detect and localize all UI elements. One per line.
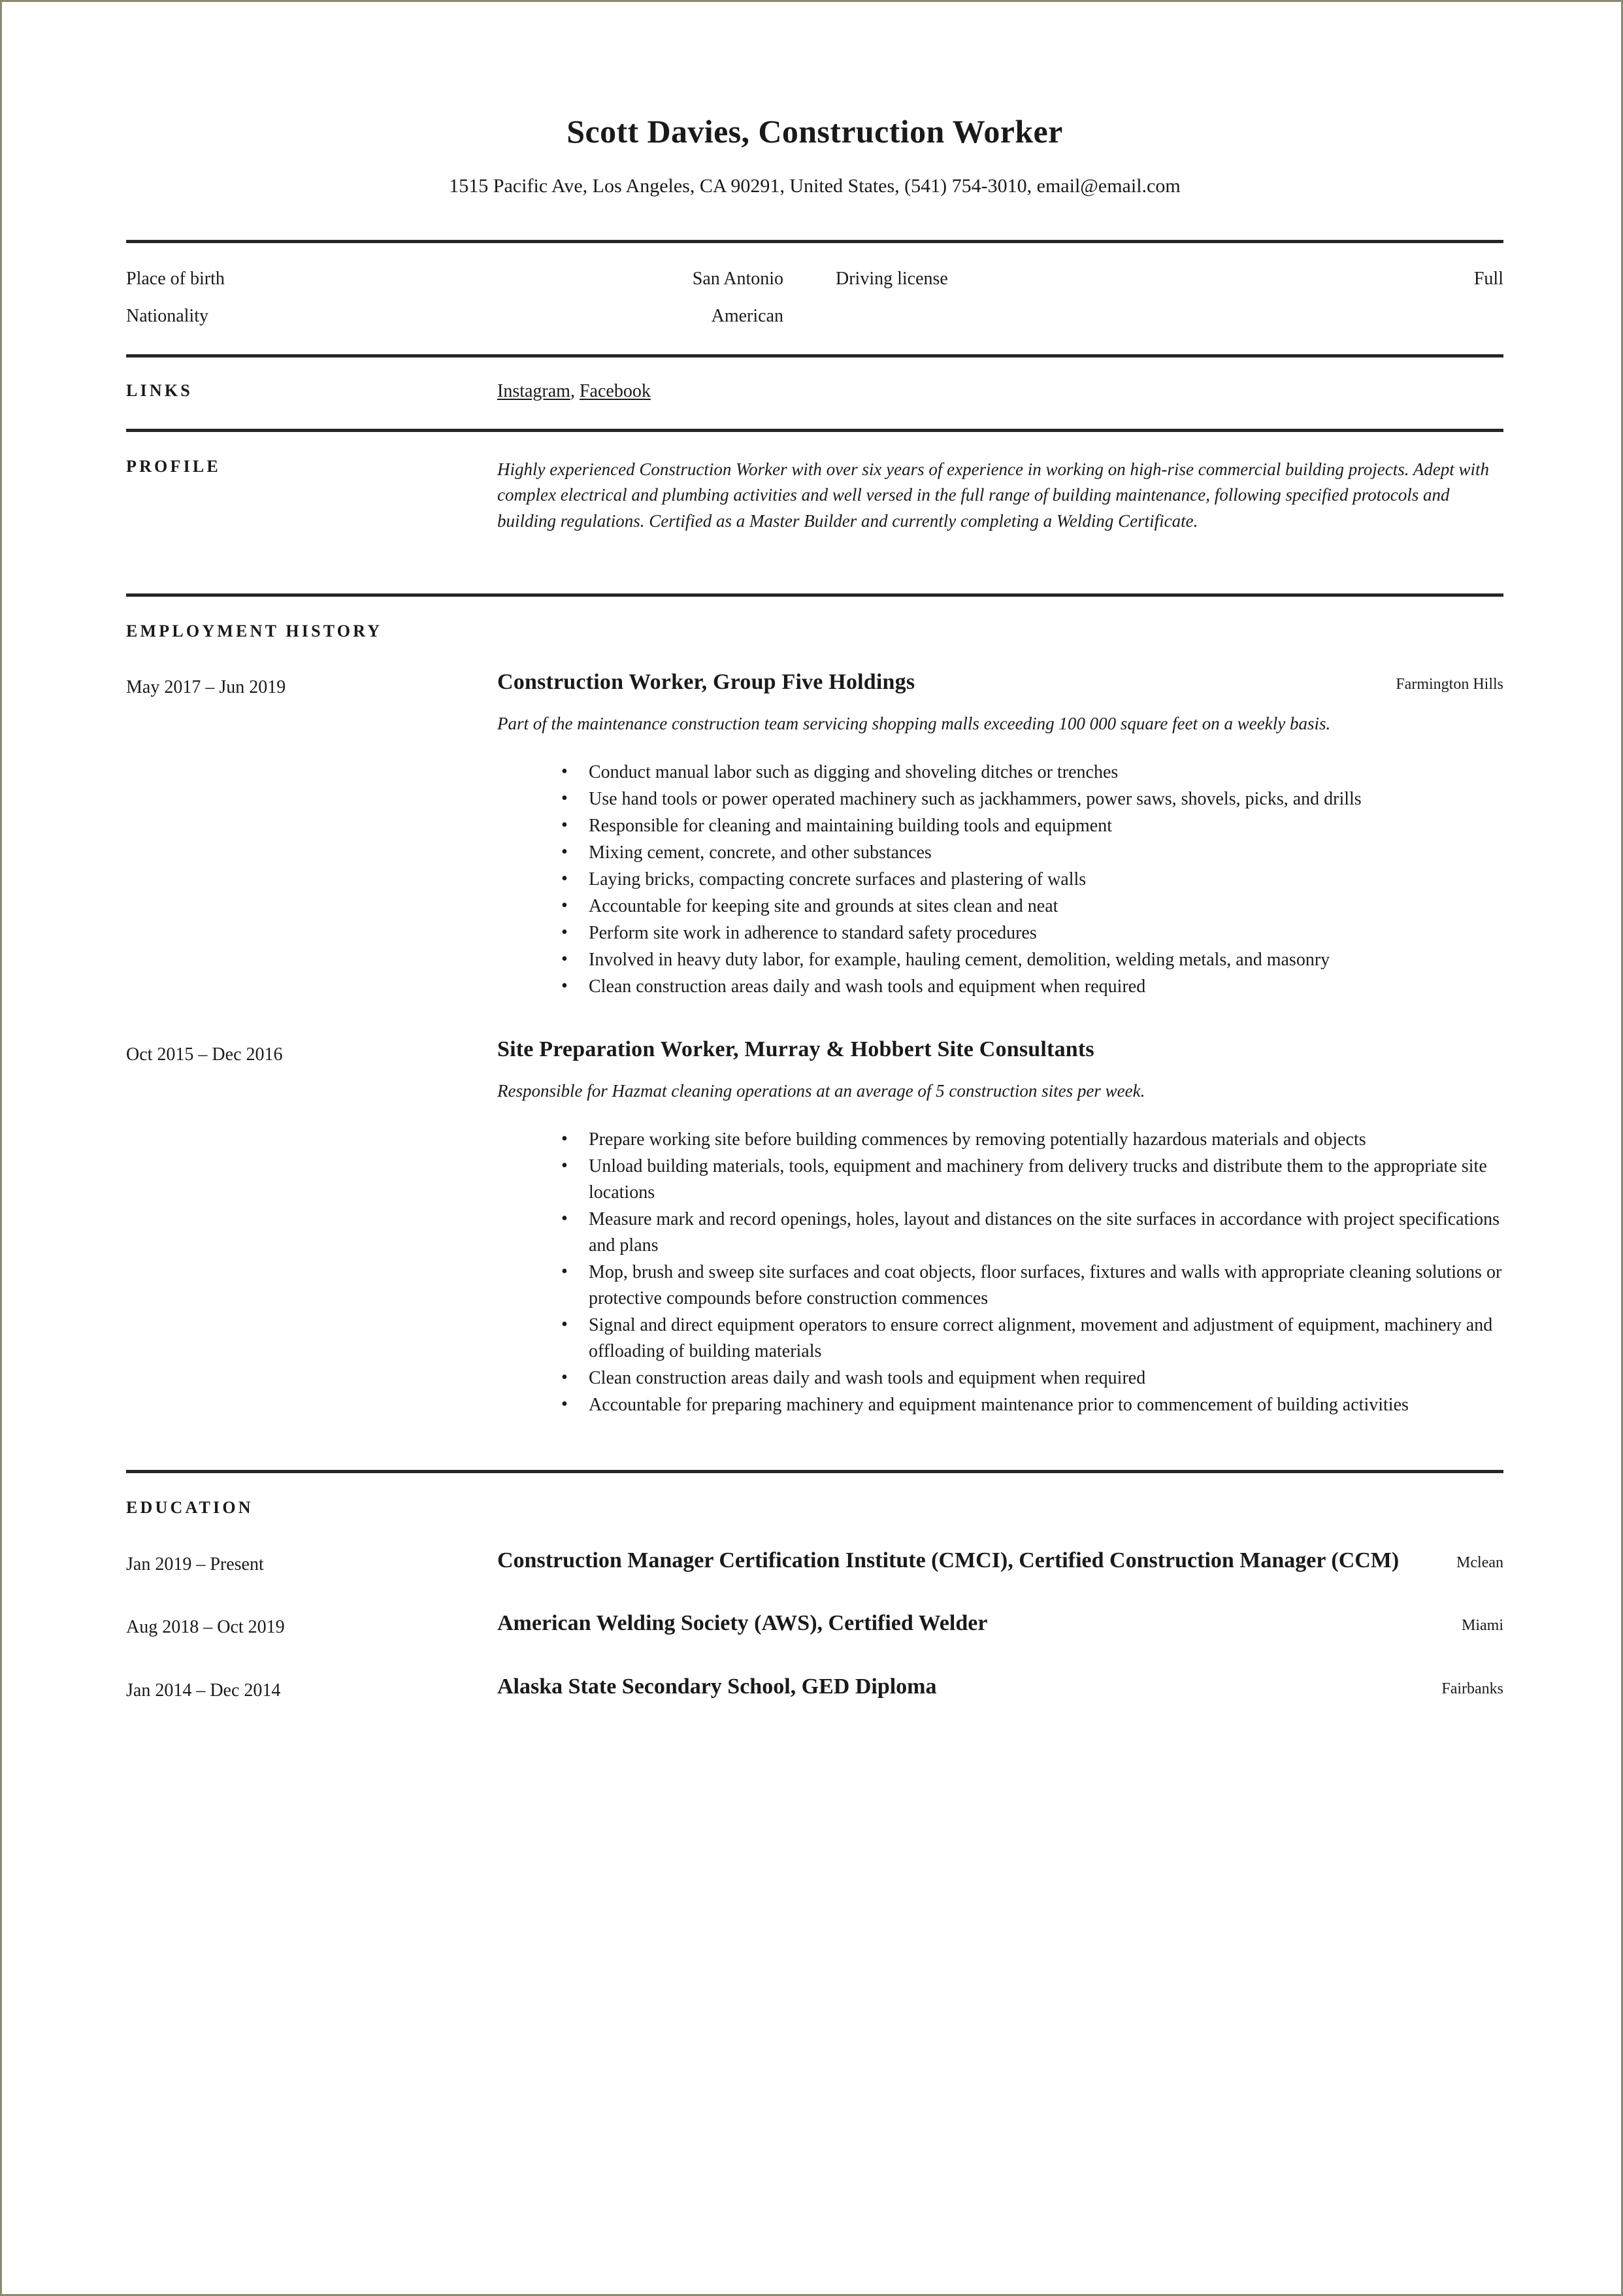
link-instagram[interactable]: Instagram: [497, 380, 570, 401]
list-item: • Involved in heavy duty labor, for example, hauling cement, demolition, welding metals, and masonry: [561, 947, 1503, 973]
profile-section: [126, 432, 1503, 535]
links-separator: ,: [570, 380, 580, 401]
list-item: • Clean construction areas daily and wash tools and equipment when required: [561, 1365, 1503, 1391]
employment-entry: [126, 669, 1503, 1001]
education-title: Construction Manager Certification Institute (CMCI), Certified Construction Manager (CCM): [497, 1548, 1400, 1573]
employment-bullets: [497, 759, 1503, 1000]
profile-label-col: [126, 457, 432, 476]
driving-license-label: Driving license: [836, 268, 948, 289]
employment-summary: Responsible for Hazmat cleaning operations at an average of 5 construction sites per week.: [497, 1081, 1145, 1101]
employment-title: Construction Worker, Group Five Holdings: [497, 669, 915, 694]
list-item: • Accountable for preparing machinery and equipment maintenance prior to commencement of building activities: [561, 1392, 1503, 1418]
list-item: • Unload building materials, tools, equipment and machinery from delivery trucks and distribute them to the appropriate site locations: [561, 1154, 1503, 1206]
education-title: Alaska State Secondary School, GED Diploma: [497, 1674, 937, 1699]
resume-content: [126, 2, 1503, 1701]
contact-line: 1515 Pacific Ave, Los Angeles, CA 90291, United States, (541) 754-3010, email@email.com: [449, 175, 1181, 197]
list-item: • Perform site work in adherence to standard safety procedures: [561, 920, 1503, 946]
list-item: • Prepare working site before building commences by removing potentially hazardous materials and objects: [561, 1127, 1503, 1153]
employment-body: [432, 1036, 1503, 1419]
education-dates: Jan 2014 – Dec 2014: [126, 1680, 281, 1701]
list-item: • Laying bricks, compacting concrete surfaces and plastering of walls: [561, 867, 1503, 893]
employment-dates: Oct 2015 – Dec 2016: [126, 1044, 283, 1065]
education-location: Mclean: [1456, 1554, 1503, 1572]
page-title: Scott Davies, Construction Worker: [566, 113, 1063, 150]
profile-text: Highly experienced Construction Worker with over six years of experience in working on high-rise commercial building projects. Adept with complex electrical and plumbing activities and well versed in the full range of building maintenance, following specified protocols and building regulations. Certified as a Master Builder and currently completing a Welding Certificate.: [497, 459, 1489, 531]
list-item: • Mop, brush and sweep site surfaces and coat objects, floor surfaces, fixtures and walls with appropriate cleaning solutions or protective compounds before construction commences: [561, 1259, 1503, 1312]
list-item: • Clean construction areas daily and wash tools and equipment when required: [561, 974, 1503, 1000]
list-item: • Measure mark and record openings, holes, layout and distances on the site surfaces in accordance with project specifications and plans: [561, 1206, 1503, 1259]
employment-entry: [126, 1036, 1503, 1419]
employment-headline: [497, 669, 1503, 697]
employment-section: [126, 597, 1503, 1419]
education-dates: Jan 2019 – Present: [126, 1554, 264, 1575]
education-body: [432, 1672, 1503, 1701]
employment-body: [432, 669, 1503, 1001]
section-title-education: EDUCATION: [126, 1498, 254, 1518]
list-item: • Accountable for keeping site and grounds at sites clean and neat: [561, 893, 1503, 920]
nationality-label: Nationality: [126, 305, 208, 326]
driving-license-value: Full: [1473, 268, 1503, 289]
section-title-employment: EMPLOYMENT HISTORY: [126, 621, 383, 641]
education-entry: [126, 1672, 1503, 1701]
link-facebook[interactable]: Facebook: [579, 380, 651, 401]
employment-bullets: [497, 1127, 1503, 1418]
education-body: [432, 1609, 1503, 1638]
list-item: • Mixing cement, concrete, and other substances: [561, 840, 1503, 866]
list-item: • Signal and direct equipment operators to ensure correct alignment, movement and adjustment of equipment, machinery and offloading of building materials: [561, 1312, 1503, 1365]
resume-header: [126, 2, 1503, 201]
details-row: [126, 305, 1503, 327]
list-item: • Conduct manual labor such as digging and shoveling ditches or trenches: [561, 759, 1503, 786]
list-item: • Use hand tools or power operated machinery such as jackhammers, power saws, shovels, picks, and drills: [561, 786, 1503, 812]
employment-summary: Part of the maintenance construction team servicing shopping malls exceeding 100 000 square feet on a weekly basis.: [497, 714, 1331, 734]
details-section: [126, 243, 1503, 327]
section-title-profile: PROFILE: [126, 456, 221, 476]
education-entry: [126, 1546, 1503, 1575]
nationality-value: American: [711, 305, 783, 326]
education-section: [126, 1473, 1503, 1701]
section-title-links: LINKS: [126, 380, 193, 400]
list-item: • Responsible for cleaning and maintaining building tools and equipment: [561, 813, 1503, 839]
employment-dates: May 2017 – Jun 2019: [126, 676, 286, 697]
employment-title: Site Preparation Worker, Murray & Hobbert Site Consultants: [497, 1037, 1094, 1061]
place-of-birth-value: San Antonio: [692, 268, 783, 289]
education-entry: [126, 1609, 1503, 1638]
employment-location: Farmington Hills: [1396, 675, 1503, 693]
links-section: [126, 358, 1503, 405]
education-location: Fairbanks: [1441, 1680, 1503, 1697]
details-row: [126, 268, 1503, 290]
education-dates: Aug 2018 – Oct 2019: [126, 1617, 285, 1638]
employment-headline: [497, 1036, 1503, 1064]
education-title: American Welding Society (AWS), Certified Welder: [497, 1611, 988, 1636]
links-list: [432, 381, 1503, 402]
education-location: Miami: [1462, 1617, 1503, 1635]
place-of-birth-label: Place of birth: [126, 268, 225, 289]
education-body: [432, 1546, 1503, 1575]
links-label-col: [126, 381, 432, 401]
